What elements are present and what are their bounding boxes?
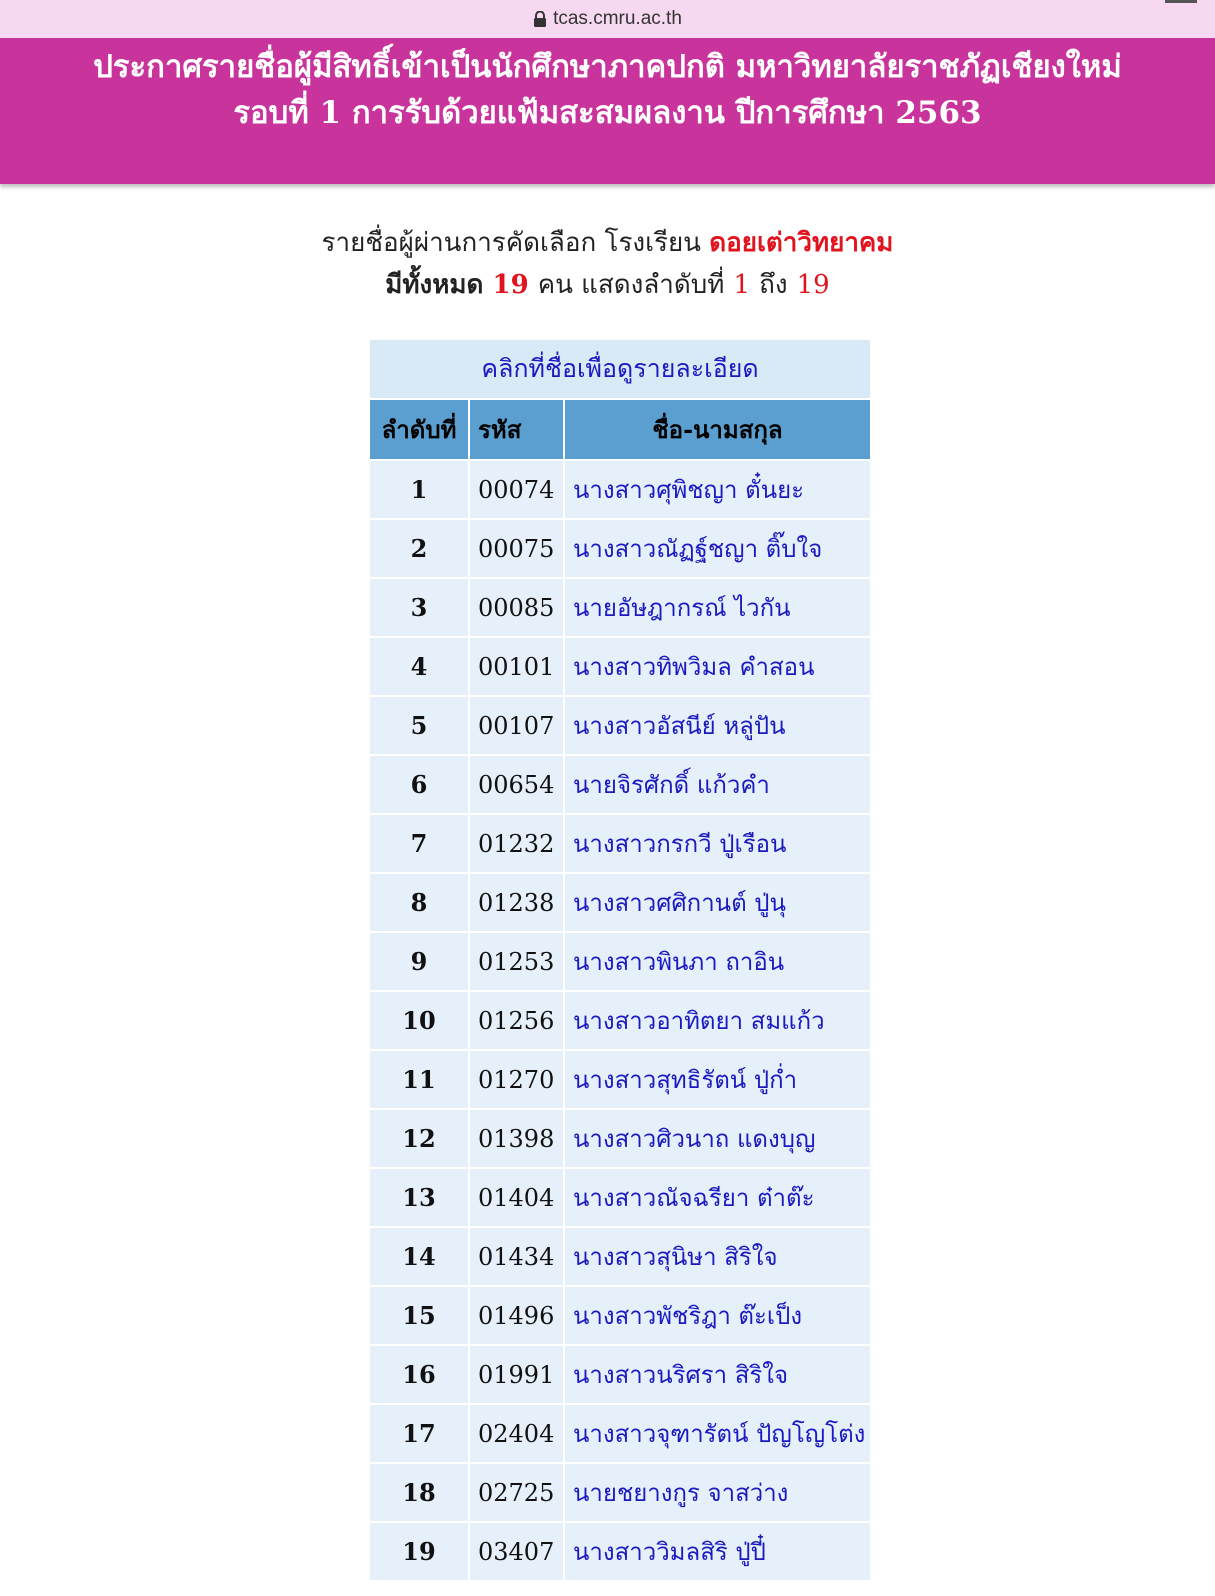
table-row	[369, 991, 871, 1050]
table-row	[369, 1522, 871, 1581]
range-to: 19	[796, 270, 830, 300]
row-name-link[interactable]: นางสาวกรกวี ปู่เรือน	[564, 814, 871, 873]
table-row	[369, 1227, 871, 1286]
row-name-link[interactable]: นางสาวพินภา ถาอิน	[564, 932, 871, 991]
row-number: 13	[369, 1168, 469, 1227]
school-prefix: รายชื่อผู้ผ่านการคัดเลือก โรงเรียน	[321, 228, 701, 258]
row-code: 01253	[469, 932, 564, 991]
range-to-label: ถึง	[759, 270, 788, 300]
row-name-link[interactable]: นายชยางกูร จาสว่าง	[564, 1463, 871, 1522]
page-title-line2: รอบที่ 1 การรับด้วยแฟ้มสะสมผลงาน ปีการศึกษา 2563	[233, 95, 982, 131]
row-number: 18	[369, 1463, 469, 1522]
row-name-link[interactable]: นางสาวพัชริฎา ต๊ะเป็ง	[564, 1286, 871, 1345]
row-name-link[interactable]: นางสาวสุทธิรัตน์ ปู่ก่ำ	[564, 1050, 871, 1109]
table-row	[369, 1109, 871, 1168]
row-code: 01398	[469, 1109, 564, 1168]
row-number: 19	[369, 1522, 469, 1581]
table-row	[369, 1168, 871, 1227]
range-from: 1	[733, 270, 751, 300]
row-code: 01238	[469, 873, 564, 932]
row-number: 8	[369, 873, 469, 932]
row-name-link[interactable]: นายจิรศักดิ์ แก้วคำ	[564, 755, 871, 814]
table-row	[369, 755, 871, 814]
row-name-link[interactable]: นางสาวศศิกานต์ ปู่นุ	[564, 873, 871, 932]
row-number: 2	[369, 519, 469, 578]
row-code: 01256	[469, 991, 564, 1050]
table-row	[369, 1404, 871, 1463]
row-number: 17	[369, 1404, 469, 1463]
url-text: tcas.cmru.ac.th	[553, 8, 682, 29]
table-header-row	[369, 399, 871, 460]
row-number: 14	[369, 1227, 469, 1286]
row-name-link[interactable]: นางสาวอัสนีย์ หลู่ปัน	[564, 696, 871, 755]
page-title-line1: ประกาศรายชื่อผู้มีสิทธิ์เข้าเป็นนักศึกษาภาคปกติ มหาวิทยาลัยราชภัฏเชียงใหม่	[93, 49, 1122, 85]
row-code: 00101	[469, 637, 564, 696]
page-header	[0, 38, 1215, 184]
row-number: 12	[369, 1109, 469, 1168]
row-name-link[interactable]: นางสาวจุฑารัตน์ ปัญโญโต่ง	[564, 1404, 871, 1463]
school-line	[0, 222, 1215, 264]
row-number: 9	[369, 932, 469, 991]
table-row	[369, 460, 871, 519]
column-header-no: ลำดับที่	[369, 399, 469, 460]
tab-indicator	[1165, 0, 1197, 3]
row-number: 1	[369, 460, 469, 519]
row-number: 5	[369, 696, 469, 755]
row-code: 00075	[469, 519, 564, 578]
row-number: 16	[369, 1345, 469, 1404]
table-row	[369, 873, 871, 932]
results-table	[368, 338, 872, 1582]
row-code: 02404	[469, 1404, 564, 1463]
row-name-link[interactable]: นางสาวสุนิษา สิริใจ	[564, 1227, 871, 1286]
row-name-link[interactable]: นางสาวนริศรา สิริใจ	[564, 1345, 871, 1404]
row-number: 10	[369, 991, 469, 1050]
row-number: 3	[369, 578, 469, 637]
browser-address-bar[interactable]	[0, 0, 1215, 38]
table-row	[369, 1286, 871, 1345]
row-number: 4	[369, 637, 469, 696]
row-name-link[interactable]: นางสาวณัฏฐ์ชญา ติ๊บใจ	[564, 519, 871, 578]
school-name: ดอยเต่าวิทยาคม	[709, 228, 894, 258]
row-code: 01991	[469, 1345, 564, 1404]
table-row	[369, 1050, 871, 1109]
row-name-link[interactable]: นายอัษฎากรณ์ ไวกัน	[564, 578, 871, 637]
table-row	[369, 637, 871, 696]
row-code: 03407	[469, 1522, 564, 1581]
row-code: 01496	[469, 1286, 564, 1345]
table-row	[369, 519, 871, 578]
row-name-link[interactable]: นางสาวอาทิตยา สมแก้ว	[564, 991, 871, 1050]
row-number: 15	[369, 1286, 469, 1345]
row-name-link[interactable]: นางสาวณัจฉรียา ต๋าต๊ะ	[564, 1168, 871, 1227]
row-code: 01434	[469, 1227, 564, 1286]
row-number: 11	[369, 1050, 469, 1109]
row-code: 01232	[469, 814, 564, 873]
row-code: 00107	[469, 696, 564, 755]
row-code: 00085	[469, 578, 564, 637]
row-name-link[interactable]: นางสาวทิพวิมล คำสอน	[564, 637, 871, 696]
total-count: 19	[492, 270, 529, 300]
table-row	[369, 1345, 871, 1404]
row-name-link[interactable]: นางสาวศิวนาถ แดงบุญ	[564, 1109, 871, 1168]
table-row	[369, 578, 871, 637]
column-header-name: ชื่อ-นามสกุล	[564, 399, 871, 460]
range-label: คน แสดงลำดับที่	[537, 270, 725, 300]
row-name-link[interactable]: นางสาวศุพิชญา ตั๋นยะ	[564, 460, 871, 519]
row-code: 00654	[469, 755, 564, 814]
count-line	[0, 264, 1215, 306]
column-header-code: รหัส	[469, 399, 564, 460]
total-label: มีทั้งหมด	[385, 270, 484, 300]
lock-icon	[533, 11, 547, 27]
row-number: 6	[369, 755, 469, 814]
table-hint-row	[369, 339, 871, 399]
row-name-link[interactable]: นางสาววิมลสิริ ปู่ปี๋	[564, 1522, 871, 1581]
table-hint: คลิกที่ชื่อเพื่อดูรายละเอียด	[369, 339, 871, 399]
table-row	[369, 1463, 871, 1522]
table-row	[369, 696, 871, 755]
result-summary	[0, 222, 1215, 306]
table-row	[369, 932, 871, 991]
table-row	[369, 814, 871, 873]
row-code: 01270	[469, 1050, 564, 1109]
row-code: 00074	[469, 460, 564, 519]
url-display[interactable]	[533, 8, 682, 30]
row-code: 01404	[469, 1168, 564, 1227]
row-number: 7	[369, 814, 469, 873]
row-code: 02725	[469, 1463, 564, 1522]
